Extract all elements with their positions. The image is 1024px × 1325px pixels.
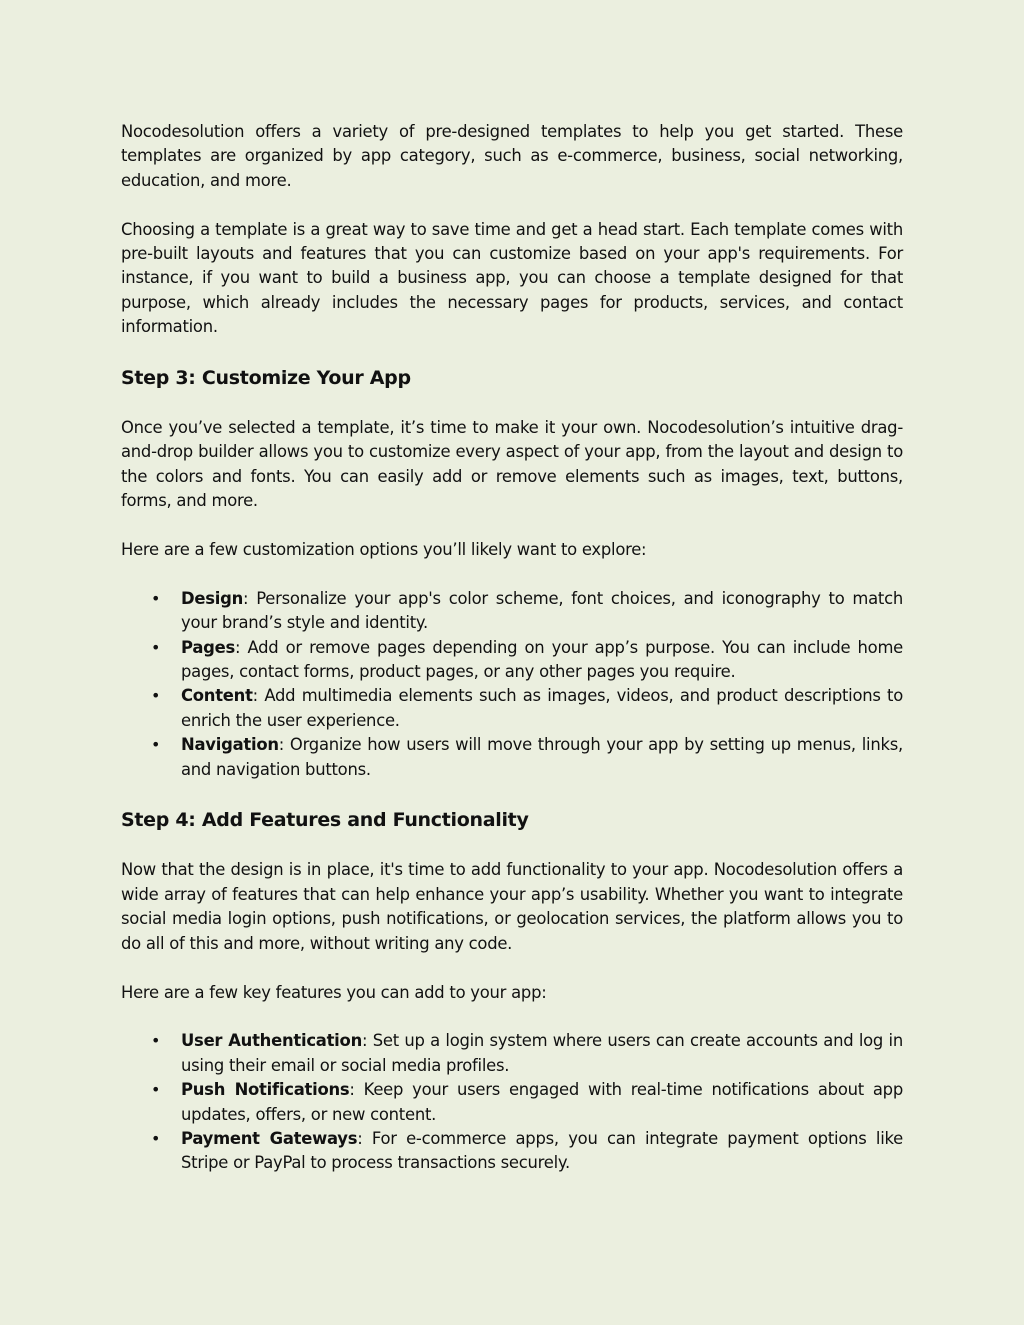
- list-item: [121, 587, 903, 636]
- list-item-term: Design: [181, 588, 243, 608]
- step3-paragraph-builder: Once you’ve selected a template, it’s time to make it your own. Nocodesolution’s intuitive drag-and-drop builder allows you to customize every aspect of your app, from the layout and design to the colors and fonts. You can easily add or remove elements such as images, text, buttons, forms, and more.: [121, 418, 903, 511]
- list-item-term: User Authentication: [181, 1031, 362, 1051]
- list-item-text: : Personalize your app's color scheme, font choices, and iconography to match your brand’s style and identity.: [181, 588, 903, 633]
- intro-paragraph-choosing: Choosing a template is a great way to save time and get a head start. Each template comes with pre-built layouts and features that you can customize based on your app's requirements. For instance, if you want to build a business app, you can choose a template designed for that purpose, which already includes the necessary pages for products, services, and contact information.: [121, 219, 903, 337]
- step4-heading: Step 4: Add Features and Functionality: [121, 809, 529, 832]
- list-item-term: Push Notifications: [181, 1080, 350, 1100]
- customization-options-list: [121, 587, 903, 782]
- list-item-text: : For e-commerce apps, you can integrate payment options like Stripe or PayPal to process transactions securely.: [181, 1128, 903, 1173]
- list-item-text: : Keep your users engaged with real-time notifications about app updates, offers, or new content.: [181, 1080, 903, 1124]
- step4-paragraph-features-intro: Here are a few key features you can add to your app:: [121, 982, 547, 1002]
- bullet-icon: •: [151, 637, 161, 657]
- step3-paragraph-options-intro: Here are a few customization options you’ll likely want to explore:: [121, 540, 647, 560]
- list-item: [121, 636, 903, 685]
- key-features-list: [121, 1029, 903, 1175]
- bullet-icon: •: [151, 686, 161, 706]
- list-item: [121, 1078, 903, 1127]
- list-item-text: : Organize how users will move through your app by setting up menus, links, and navigation buttons.: [181, 735, 903, 779]
- list-item-text: : Add multimedia elements such as images, videos, and product descriptions to enrich the user experience.: [181, 686, 903, 730]
- step3-heading: Step 3: Customize Your App: [121, 367, 411, 390]
- bullet-icon: •: [151, 735, 161, 755]
- list-item: [121, 1029, 903, 1078]
- bullet-icon: •: [151, 1128, 161, 1148]
- list-item-term: Navigation: [181, 735, 279, 755]
- list-item-term: Pages: [181, 637, 235, 657]
- list-item-text: : Add or remove pages depending on your app’s purpose. You can include home pages, contact forms, product pages, or any other pages you require.: [181, 637, 903, 682]
- intro-paragraph-templates: Nocodesolution offers a variety of pre-designed templates to help you get started. These templates are organized by app category, such as e-commerce, business, social networking, education, and more.: [121, 122, 903, 190]
- list-item-text: : Set up a login system where users can create accounts and log in using their email or social media profiles.: [181, 1031, 903, 1075]
- bullet-icon: •: [151, 1031, 161, 1051]
- bullet-icon: •: [151, 588, 161, 608]
- step4-paragraph-functionality: Now that the design is in place, it's time to add functionality to your app. Nocodesolution offers a wide array of features that can help enhance your app’s usability. Whether you want to integrate social media login options, push notifications, or geolocation services, the platform allows you to do all of this and more, without writing any code.: [121, 860, 903, 953]
- list-item: [121, 684, 903, 733]
- list-item: [121, 733, 903, 782]
- list-item-term: Content: [181, 686, 253, 706]
- list-item: [121, 1127, 903, 1176]
- list-item-term: Payment Gateways: [181, 1128, 358, 1148]
- bullet-icon: •: [151, 1080, 161, 1100]
